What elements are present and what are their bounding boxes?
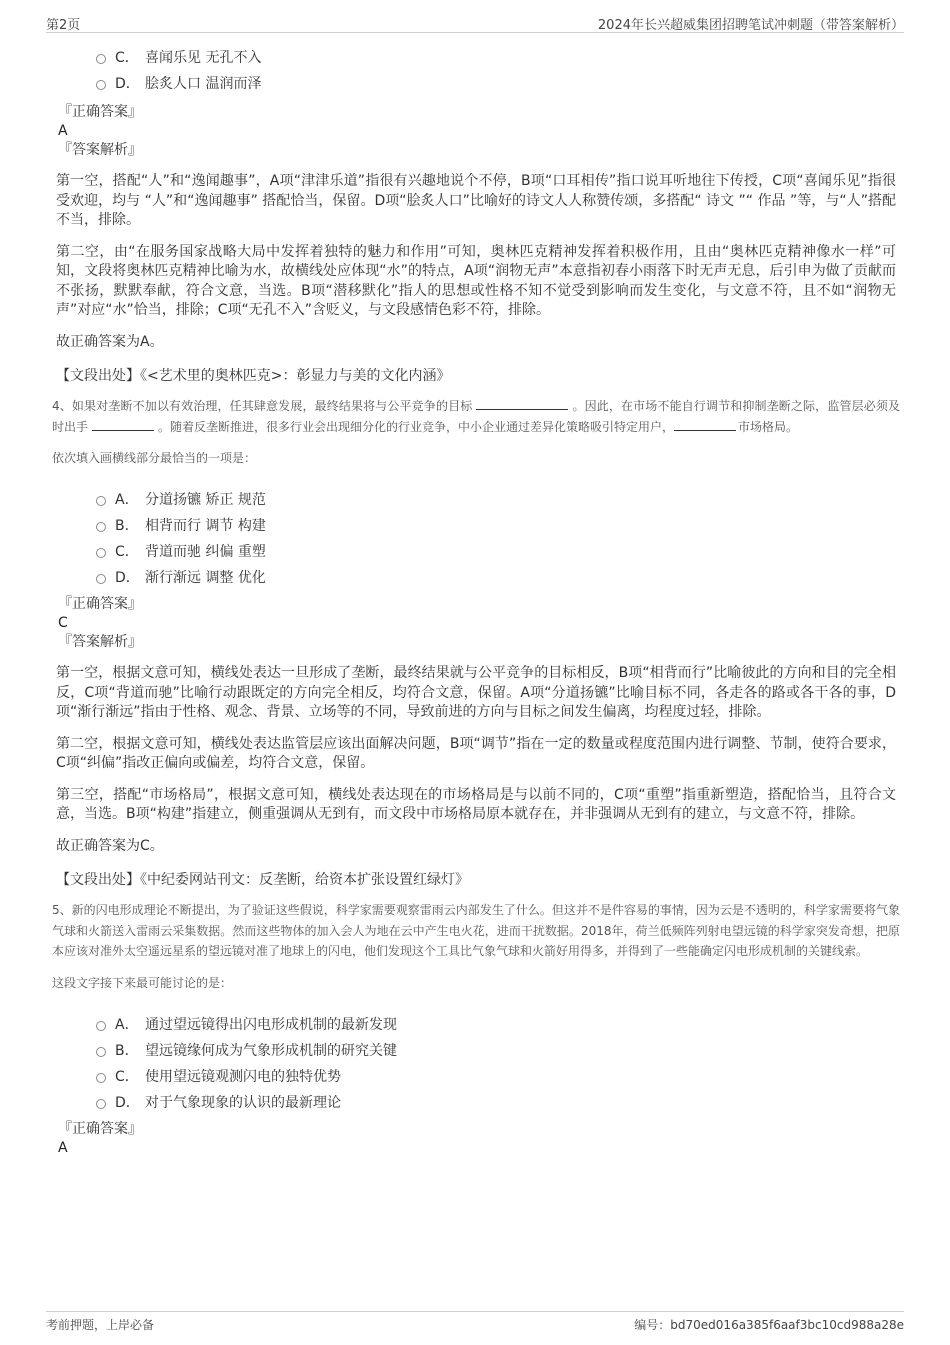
analysis-conclusion: 故正确答案为C。 bbox=[56, 837, 164, 854]
option-b[interactable]: B． 相背而行 调节 构建 bbox=[96, 513, 896, 539]
fill-blank bbox=[92, 418, 154, 431]
radio-icon[interactable] bbox=[96, 574, 106, 584]
answer-label: 『正确答案』 bbox=[58, 596, 142, 612]
answer-label: 『正确答案』 bbox=[58, 1120, 142, 1137]
page-header bbox=[46, 12, 904, 33]
option-c[interactable]: C． 使用望远镜观测闪电的独特优势 bbox=[96, 1064, 896, 1090]
option-d[interactable]: D． 对于气象现象的认识的最新理论 bbox=[96, 1090, 896, 1116]
radio-icon[interactable] bbox=[96, 522, 106, 532]
fill-blank bbox=[476, 397, 568, 410]
question-stem: 5、新的闪电形成理论不断提出，为了验证这些假说，科学家需要观察雷雨云内部发生了什么。但这并不是件容易的事情，因为云是不透明的，科学家需要将气象气球和火箭送入雷雨云采集数据。然而这些物体的加入会人为地在云中产生电火花，进而干扰数据。2018年，荷兰低频阵列射电望远镜的科学家突发奇想，把原本应该对准外太空遥远星系的望远镜对准了地球上的闪电，他们发现这个工具比气象气球和火箭好用得多，并得到了一些能确定闪电形成机制的关键线索。 bbox=[52, 903, 900, 958]
radio-icon[interactable] bbox=[96, 548, 106, 558]
radio-icon[interactable] bbox=[96, 1073, 106, 1083]
analysis-paragraph: 第二空，由“在服务国家战略大局中发挥着独特的魅力和作用”可知，奥林匹克精神发挥着积极作用，且由“奥林匹克精神像水一样”可知，文段将奥林匹克精神比喻为水，故横线处应体现“水”的特点，A项“润物无声”本意指初春小雨落下时无声无息，后引申为做了贡献而不张扬，默默奉献，符合文意，当选。B项“潜移默化”指人的思想或性格不知不觉受到影响而发生变化，与文意不符，且不如“润物无声”对应“水”恰当，排除；C项“无孔不入”含贬义，与文段感情色彩不符，排除。 bbox=[56, 243, 896, 318]
option-a[interactable]: A． 分道扬镳 矫正 规范 bbox=[96, 487, 896, 513]
option-d[interactable]: D． 脍炙人口 温润而泽 bbox=[96, 71, 896, 97]
option-b[interactable]: B． 望远镜缘何成为气象形成机制的研究关键 bbox=[96, 1038, 896, 1064]
radio-icon[interactable] bbox=[96, 54, 106, 64]
analysis-paragraph: 第二空，根据文意可知，横线处表达监管层应该出面解决问题，B项“调节”指在一定的数量或程度范围内进行调整、节制，使符合要求，C项“纠偏”指改正偏向或偏差，均符合文意，保留。 bbox=[56, 735, 896, 771]
analysis-label: 『答案解析』 bbox=[58, 634, 142, 650]
analysis-paragraph: 第一空，搭配“人”和“逸闻趣事”，A项“津津乐道”指很有兴趣地说个不停，B项“口耳相传”指口说耳听地往下传授，C项“喜闻乐见”指很受欢迎，均与 “人”和“逸闻趣事” 搭配恰当，保留。D项“脍炙人口”比喻好的诗文人人称赞传颂，多搭配“ 诗文 ”“ 作品 ”等，与“人”搭配不当，排除。 bbox=[56, 173, 896, 228]
radio-icon[interactable] bbox=[96, 1021, 106, 1031]
answer-value: A bbox=[58, 123, 68, 139]
option-c[interactable]: C． 喜闻乐见 无孔不入 bbox=[96, 45, 896, 71]
analysis-paragraph: 第三空，搭配“市场格局”，根据文意可知，横线处表达现在的市场格局是与以前不同的，C项“重塑”指重新塑造，搭配恰当，且符合文意，当选。B项“构建”指建立，侧重强调从无到有，而文段中市场格局原本就存在，并非强调从无到有的建立，与文意不符，排除。 bbox=[56, 786, 896, 822]
analysis-label: 『答案解析』 bbox=[58, 142, 142, 158]
option-a[interactable]: A． 通过望远镜得出闪电形成机制的最新发现 bbox=[96, 1012, 896, 1038]
answer-value: C bbox=[58, 615, 68, 631]
source-citation: 【文段出处】《<艺术里的奥林匹克>：彰显力与美的文化内涵》 bbox=[56, 368, 451, 384]
analysis-conclusion: 故正确答案为A。 bbox=[56, 333, 164, 350]
fill-blank bbox=[674, 418, 736, 431]
radio-icon[interactable] bbox=[96, 1099, 106, 1109]
answer-value: A bbox=[58, 1139, 68, 1156]
page-number: 第2页 bbox=[46, 18, 81, 33]
answer-label: 『正确答案』 bbox=[58, 104, 142, 120]
page-footer bbox=[46, 1311, 904, 1334]
radio-icon[interactable] bbox=[96, 80, 106, 90]
question-stem: 4、如果对垄断不加以有效治理，任其肆意发展，最终结果将与公平竞争的目标 。因此，在市场不能自行调节和抑制垄断之际，监管层必须及时出手 。随着反垄断推进，很多行业会出现细分化的行业竞争，中小企业通过差异化策略吸引特定用户， 市场格局。 bbox=[52, 399, 900, 434]
document-body bbox=[52, 45, 900, 1158]
document-code: 编号：bd70ed016a385f6aaf3bc10cd988a28e bbox=[634, 1318, 904, 1332]
radio-icon[interactable] bbox=[96, 1047, 106, 1057]
document-title: 2024年长兴超威集团招聘笔试冲刺题（带答案解析） bbox=[597, 18, 904, 33]
radio-icon[interactable] bbox=[96, 496, 106, 506]
analysis-paragraph: 第一空，根据文意可知，横线处表达一旦形成了垄断，最终结果就与公平竞争的目标相反，B项“相背而行”比喻彼此的方向和目的完全相反，C项“背道而驰”比喻行动跟既定的方向完全相反，均符合文意，保留。A项“分道扬镳”比喻目标不同，各走各的路或各干各的事，D项“渐行渐远”指由于性格、观念、背景、立场等的不同，导致前进的方向与目标之间发生偏离，均程度过轻，排除。 bbox=[56, 665, 896, 720]
question-prompt: 依次填入画横线部分最恰当的一项是： bbox=[52, 451, 257, 465]
question-prompt: 这段文字接下来最可能讨论的是： bbox=[52, 975, 233, 990]
source-citation: 【文段出处】《中纪委网站刊文：反垄断，给资本扩张设置红绿灯》 bbox=[56, 872, 469, 888]
footer-slogan: 考前押题，上岸必备 bbox=[46, 1318, 155, 1332]
option-c[interactable]: C． 背道而驰 纠偏 重塑 bbox=[96, 539, 896, 565]
option-d[interactable]: D． 渐行渐远 调整 优化 bbox=[96, 565, 896, 591]
